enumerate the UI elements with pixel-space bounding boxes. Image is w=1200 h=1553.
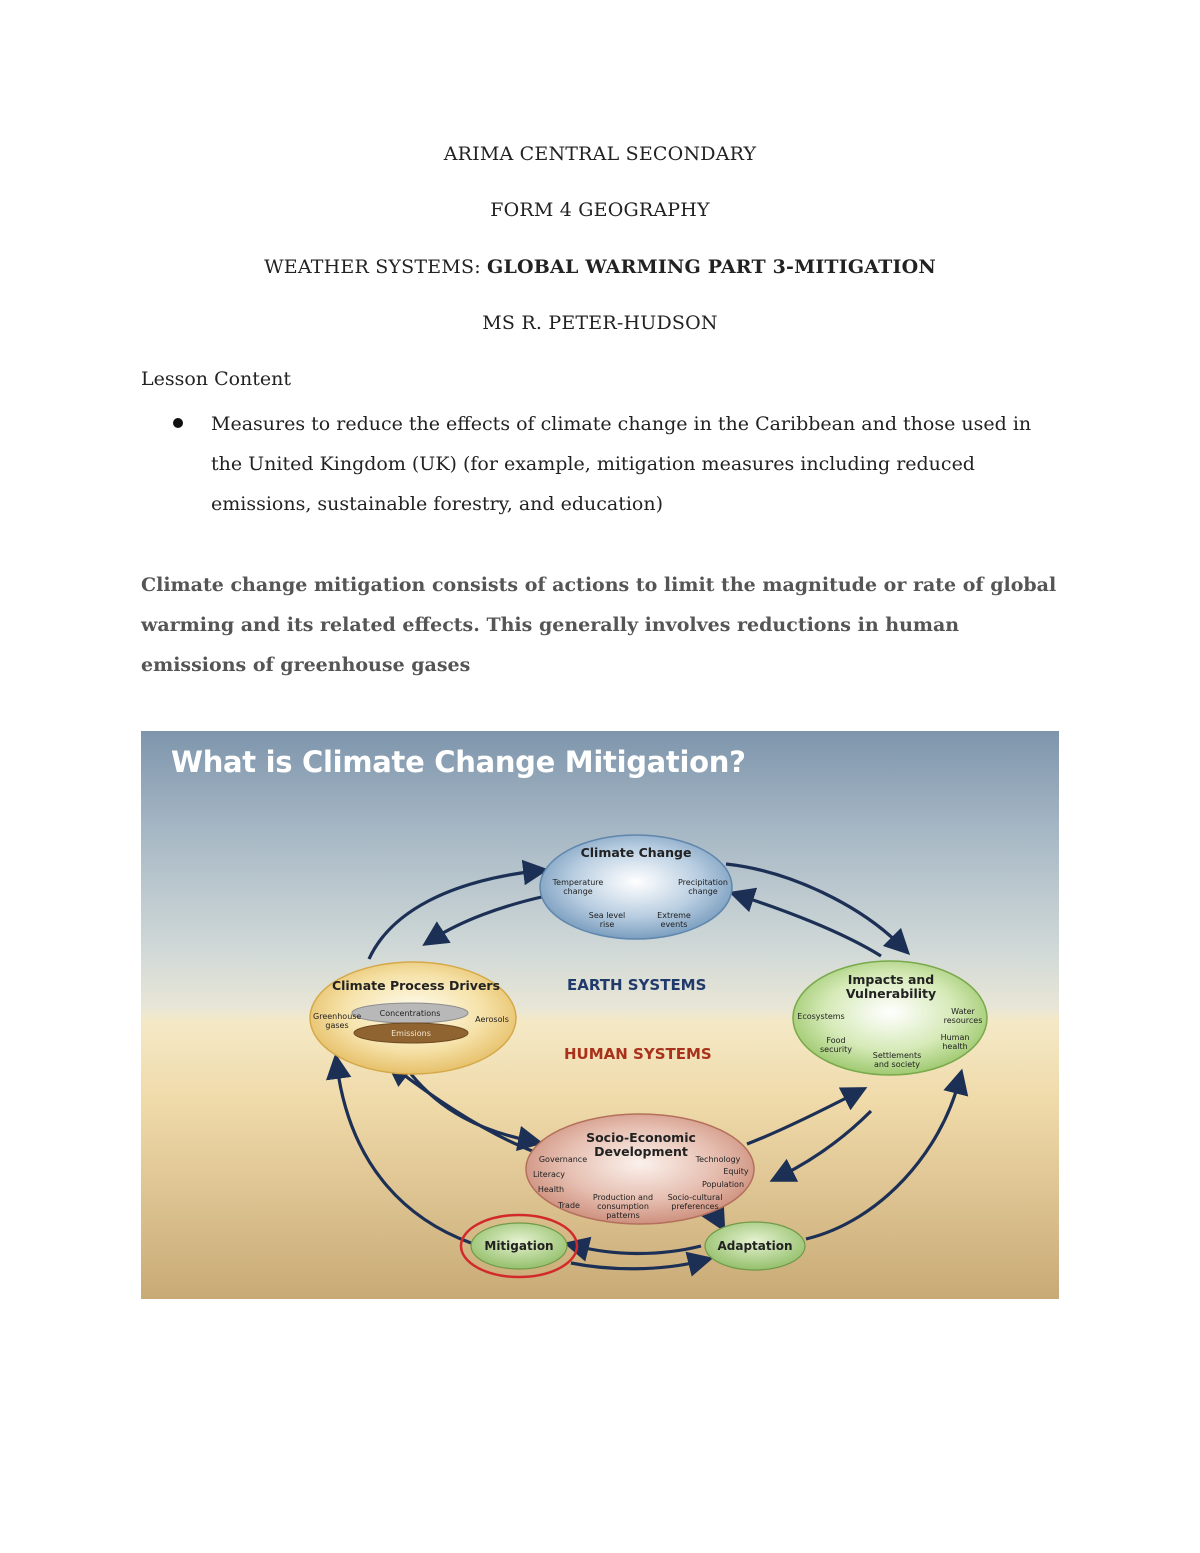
precipitation-change-label: Precipitation change — [677, 878, 728, 896]
socio-cultural-label: Socio-cultural preferences — [667, 1193, 723, 1211]
human-systems-label: HUMAN SYSTEMS — [564, 1045, 712, 1063]
emissions-label: Emissions — [391, 1029, 431, 1038]
intro-paragraph: Climate change mitigation consists of actions to limit the magnitude or rate of global warming and its related effects. This generally involves reductions in human emissions of greenhouse gases — [141, 574, 1057, 676]
lesson-bullet-item: Measures to reduce the effects of climate change in the Caribbean and those used in the United Kingdom (UK) (for example, mitigation measures including reduced emissions, sustainable forestry, and education) — [211, 413, 1032, 515]
adaptation-label: Adaptation — [717, 1239, 793, 1253]
lesson-content-label: Lesson Content — [141, 368, 292, 390]
human-health-label: Human health — [940, 1033, 970, 1051]
lesson-bullet-list — [173, 404, 1053, 524]
bullet-icon — [173, 418, 183, 428]
mitigation-label: Mitigation — [484, 1239, 554, 1253]
impacts-title-line1: Impacts and — [847, 972, 935, 987]
ecosystems-label: Ecosystems — [797, 1012, 845, 1021]
production-consumption-label: Production and consumption patterns — [592, 1193, 654, 1220]
socio-title-line2: Development — [594, 1144, 688, 1159]
earth-systems-label: EARTH SYSTEMS — [567, 976, 707, 994]
socio-title-line1: Socio-Economic — [586, 1130, 696, 1145]
governance-label: Governance — [538, 1155, 588, 1164]
topic-prefix: WEATHER SYSTEMS: — [264, 256, 488, 278]
form-title: FORM 4 GEOGRAPHY — [490, 199, 710, 221]
drivers-title: Climate Process Drivers — [331, 978, 501, 993]
water-resources-label: Water resources — [943, 1007, 983, 1025]
diagram-title: What is Climate Change Mitigation? — [171, 745, 746, 779]
temperature-change-label: Temperature change — [552, 878, 604, 896]
extreme-events-label: Extreme events — [657, 911, 691, 929]
population-label: Population — [701, 1180, 745, 1189]
literacy-label: Literacy — [532, 1170, 566, 1179]
settlements-label: Settlements and society — [872, 1051, 922, 1069]
school-name: ARIMA CENTRAL SECONDARY — [443, 143, 757, 165]
sea-level-rise-label: Sea level rise — [588, 911, 626, 929]
equity-label: Equity — [723, 1167, 749, 1176]
trade-label: Trade — [558, 1201, 580, 1210]
health-label: Health — [537, 1185, 565, 1194]
concentrations-label: Concentrations — [379, 1009, 441, 1018]
greenhouse-gases-label: Greenhouse gases — [313, 1012, 362, 1030]
climate-change-title: Climate Change — [580, 845, 692, 860]
aerosols-label: Aerosols — [475, 1015, 509, 1024]
topic-bold: GLOBAL WARMING PART 3-MITIGATION — [487, 256, 936, 278]
technology-label: Technology — [695, 1155, 741, 1164]
impacts-title-line2: Vulnerability — [845, 986, 937, 1001]
teacher-name: MS R. PETER-HUDSON — [482, 312, 718, 334]
topic-title — [0, 256, 1200, 278]
mitigation-diagram — [141, 731, 1059, 1299]
food-security-label: Food security — [820, 1036, 852, 1054]
